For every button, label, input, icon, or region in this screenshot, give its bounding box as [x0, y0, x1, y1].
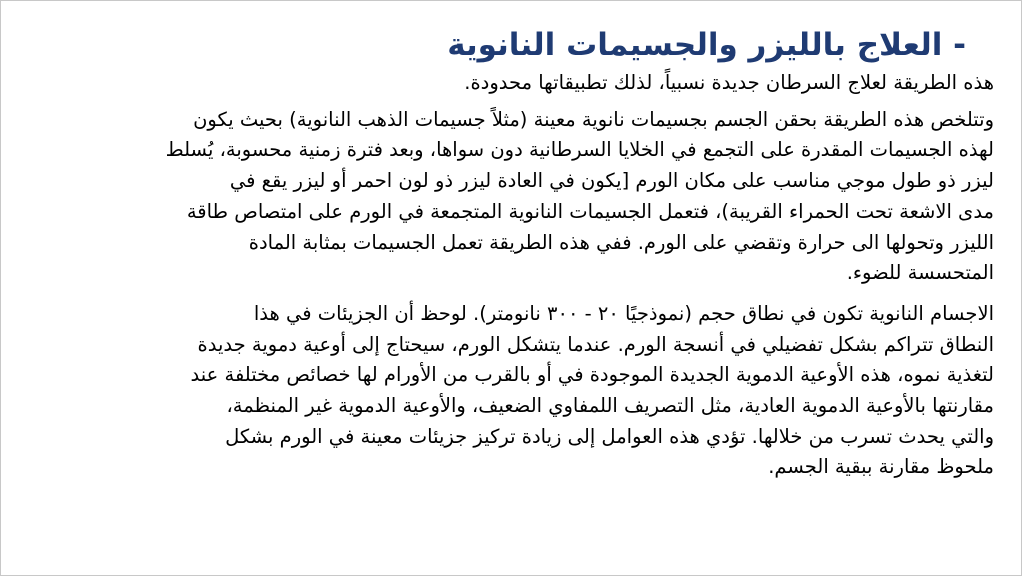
paragraph-line: المتحسسة للضوء. [846, 261, 994, 285]
paragraph-intro [30, 68, 994, 99]
paragraph-line: لتغذية نموه، هذه الأوعية الدموية الجديدة الموجودة في أو بالقرب من الأورام لها خصائص مختلفة عند [190, 363, 994, 387]
paragraph-line: وتتلخص هذه الطريقة بحقن الجسم بجسيمات نانوية معينة (مثلاً جسيمات الذهب النانوية) بحيث يكون [193, 107, 994, 131]
slide-content [30, 22, 994, 493]
paragraph-line: والتي يحدث تسرب من خلالها. تؤدي هذه العوامل إلى زيادة تركيز جزيئات معينة في الورم بشكل [225, 424, 994, 448]
paragraph-line: هذه الطريقة لعلاج السرطان جديدة نسبياً، لذلك تطبيقاتها محدودة. [464, 71, 994, 94]
paragraph-line: النطاق تتراكم بشكل تفضيلي في أنسجة الورم. عندما يتشكل الورم، سيحتاج إلى أوعية دموية جديدة [197, 332, 994, 356]
paragraph-line: مقارنتها بالأوعية الدموية العادية، مثل التصريف اللمفاوي الضعيف، والأوعية الدموية غير المنظمة، [226, 394, 994, 418]
paragraph-line: الليزر وتحولها الى حرارة وتقضي على الورم. ففي هذه الطريقة تعمل الجسيمات بمثابة المادة [248, 230, 994, 254]
paragraph-line: لهذه الجسيمات المقدرة على التجمع في الخلايا السرطانية دون سواها، وبعد فترة زمنية محسوبة، يُسلط [165, 138, 994, 162]
paragraph-line: مدى الاشعة تحت الحمراء القريبة)، فتعمل الجسيمات النانوية المتجمعة في الورم على امتصاص طاقة [186, 199, 994, 223]
slide-title: - العلاج بالليزر والجسيمات النانوية [447, 27, 966, 63]
paragraph-method [30, 105, 994, 289]
paragraph-line: ليزر ذو طول موجي مناسب على مكان الورم [يكون في العادة ليزر ذو لون احمر أو ليزر يقع في [229, 169, 994, 193]
paragraph-line: الاجسام النانوية تكون في نطاق حجم (نموذجيًا ٢٠ - ٣٠٠ نانومتر). لوحظ أن الجزيئات في هذا [253, 301, 994, 325]
paragraph-line: ملحوظ مقارنة ببقية الجسم. [768, 455, 994, 479]
paragraph-nanoparticles [30, 299, 994, 483]
